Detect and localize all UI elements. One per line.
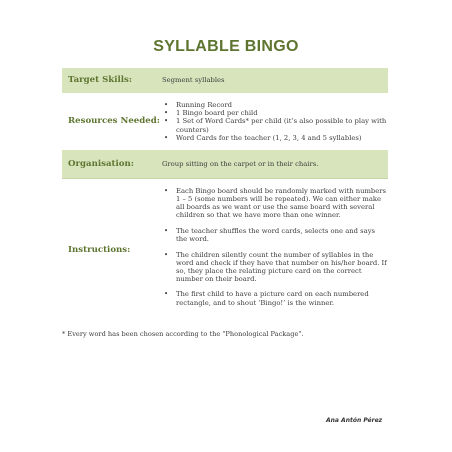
author-name: Ana Antón Pérez: [326, 417, 383, 424]
organisation-value: Group sitting on the carpet or in their chairs.: [162, 159, 319, 168]
instructions-list: [162, 187, 388, 307]
document-title: SYLLABLE BINGO: [153, 38, 299, 55]
target-skills-label: Target Skills:: [68, 75, 133, 86]
instruction-item: • The children silently count the number of syllables in the word and check if they have that number on his/her board. If so, they place the relating picture card on the correct number on their board.: [162, 251, 388, 283]
footnote: * Every word has been chosen according to the "Phonological Package".: [62, 330, 304, 338]
resource-item: • 1 Bingo board per child: [162, 109, 388, 117]
target-skills-row: [62, 68, 388, 93]
resources-row: [62, 93, 388, 150]
activity-table: [62, 68, 388, 322]
instruction-item: • The first child to have a picture card on each numbered rectangle, and to shout ‘Bingo!’ is the winner.: [162, 290, 388, 306]
resource-item: • 1 Set of Word Cards* per child (it’s also possible to play with counters): [162, 117, 388, 133]
instructions-row: [62, 178, 388, 322]
instruction-item: • The teacher shuffles the word cards, selects one and says the word.: [162, 227, 388, 243]
resources-list: [162, 101, 388, 141]
resource-item: • Running Record: [162, 101, 388, 109]
instructions-label: Instructions:: [68, 245, 131, 256]
organisation-row: [62, 150, 388, 178]
instruction-item: • Each Bingo board should be randomly marked with numbers 1 – 5 (some numbers will be repeated). We can either make all boards as we want or use the same board with several children so that we have more than one winner.: [162, 187, 388, 219]
resource-item: • Word Cards for the teacher (1, 2, 3, 4 and 5 syllables): [162, 134, 388, 142]
target-skills-value: Segment syllables: [162, 76, 225, 85]
resources-list-cell: [162, 101, 388, 141]
organisation-label: Organisation:: [68, 158, 134, 169]
resources-label: Resources Needed:: [68, 116, 160, 127]
instructions-list-cell: [162, 187, 388, 315]
